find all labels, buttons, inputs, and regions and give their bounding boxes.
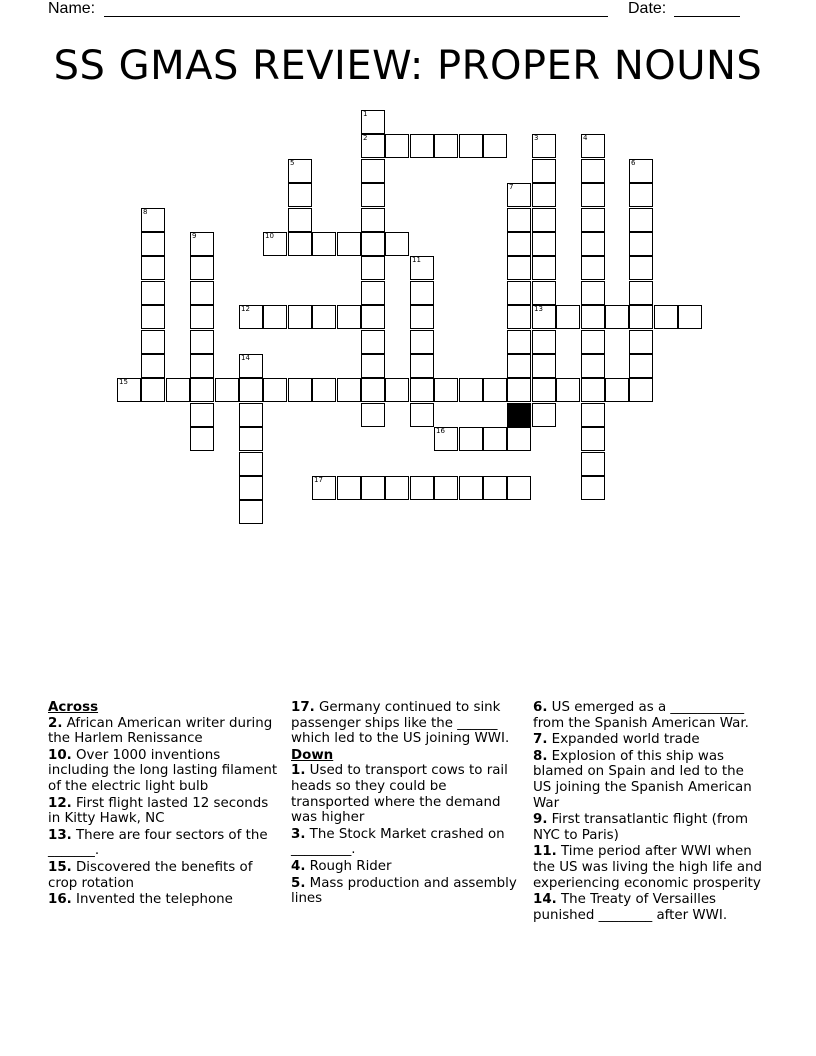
crossword-cell[interactable] <box>361 354 385 378</box>
crossword-cell[interactable] <box>581 476 605 500</box>
crossword-cell[interactable] <box>532 232 556 256</box>
crossword-cell[interactable] <box>678 305 702 329</box>
clue-down-7: 7. Expanded world trade <box>533 732 700 748</box>
crossword-cell[interactable] <box>532 134 556 158</box>
clues-column-1 <box>48 700 280 909</box>
crossword-cell[interactable] <box>459 476 483 500</box>
crossword-cell[interactable] <box>288 159 312 183</box>
crossword-cell[interactable] <box>532 256 556 280</box>
crossword-cell[interactable] <box>141 232 165 256</box>
across-heading: Across <box>48 700 99 715</box>
clue-across-10: 10. Over 1000 inventions including the long lasting filament of the electric light bulb <box>48 747 278 794</box>
crossword-cell[interactable] <box>361 378 385 402</box>
crossword-cell[interactable] <box>434 134 458 158</box>
clue-number: 2 <box>363 134 368 142</box>
crossword-cell[interactable] <box>239 476 263 500</box>
crossword-cell[interactable] <box>239 452 263 476</box>
crossword-cell[interactable] <box>190 281 214 305</box>
crossword-cell[interactable] <box>483 134 507 158</box>
crossword-cell[interactable] <box>239 500 263 524</box>
clue-number: 5 <box>290 159 295 167</box>
clue-across-2: 2. African American writer during the Harlem Renissance <box>48 715 273 747</box>
crossword-cell[interactable] <box>385 378 409 402</box>
crossword-cell[interactable] <box>385 476 409 500</box>
crossword-cell[interactable] <box>190 378 214 402</box>
crossword-cell[interactable] <box>532 159 556 183</box>
clue-down-4: 4. Rough Rider <box>291 858 392 874</box>
crossword-cell[interactable] <box>483 427 507 451</box>
crossword-cell[interactable] <box>581 281 605 305</box>
crossword-cell[interactable] <box>312 232 336 256</box>
crossword-cell[interactable] <box>239 403 263 427</box>
crossword-cell[interactable] <box>434 427 458 451</box>
crossword-cell[interactable] <box>507 476 531 500</box>
crossword-cell[interactable] <box>239 378 263 402</box>
crossword-cell[interactable] <box>215 378 239 402</box>
clue-down-1: 1. Used to transport cows to rail heads so they could be transported where the demand was higher <box>291 763 508 826</box>
crossword-cell[interactable] <box>532 281 556 305</box>
shaded-cell <box>507 403 531 427</box>
clue-number: 9 <box>192 232 197 240</box>
crossword-cell[interactable] <box>556 378 580 402</box>
crossword-cell[interactable] <box>410 281 434 305</box>
crossword-cell[interactable] <box>288 232 312 256</box>
crossword-cell[interactable] <box>532 208 556 232</box>
crossword-cell[interactable] <box>385 134 409 158</box>
crossword-cell[interactable] <box>141 354 165 378</box>
crossword-cell[interactable] <box>410 403 434 427</box>
crossword-cell[interactable] <box>288 305 312 329</box>
crossword-cell[interactable] <box>581 427 605 451</box>
crossword-cell[interactable] <box>629 378 653 402</box>
crossword-cell[interactable] <box>605 378 629 402</box>
crossword-cell[interactable] <box>239 354 263 378</box>
clue-across-13: 13. There are four sectors of the _______. <box>48 827 268 859</box>
crossword-cell[interactable] <box>581 403 605 427</box>
crossword-cell[interactable] <box>190 330 214 354</box>
crossword-cell[interactable] <box>507 232 531 256</box>
crossword-cell[interactable] <box>361 232 385 256</box>
crossword-cell[interactable] <box>459 427 483 451</box>
crossword-cell[interactable] <box>507 256 531 280</box>
crossword-cell[interactable] <box>459 378 483 402</box>
crossword-cell[interactable] <box>361 403 385 427</box>
crossword-cell[interactable] <box>361 183 385 207</box>
crossword-cell[interactable] <box>337 476 361 500</box>
crossword-cell[interactable] <box>507 427 531 451</box>
clue-across-16: 16. Invented the telephone <box>48 892 233 908</box>
clue-number: 10 <box>265 232 274 240</box>
crossword-cell[interactable] <box>288 183 312 207</box>
crossword-cell[interactable] <box>312 378 336 402</box>
crossword-cell[interactable] <box>507 183 531 207</box>
crossword-cell[interactable] <box>361 281 385 305</box>
clue-down-5: 5. Mass production and assembly lines <box>291 875 517 907</box>
crossword-cell[interactable] <box>141 330 165 354</box>
clue-number: 16 <box>436 427 445 435</box>
crossword-cell[interactable] <box>190 305 214 329</box>
crossword-cell[interactable] <box>507 330 531 354</box>
crossword-cell[interactable] <box>507 354 531 378</box>
crossword-cell[interactable] <box>581 256 605 280</box>
clue-across-15: 15. Discovered the benefits of crop rotation <box>48 859 253 891</box>
crossword-cell[interactable] <box>654 305 678 329</box>
crossword-cell[interactable] <box>434 378 458 402</box>
crossword-cell[interactable] <box>141 378 165 402</box>
crossword-cell[interactable] <box>581 134 605 158</box>
crossword-cell[interactable] <box>507 281 531 305</box>
crossword-cell[interactable] <box>629 305 653 329</box>
crossword-cell[interactable] <box>507 208 531 232</box>
crossword-cell[interactable] <box>581 183 605 207</box>
crossword-cell[interactable] <box>190 403 214 427</box>
crossword-cell[interactable] <box>312 476 336 500</box>
crossword-cell[interactable] <box>263 232 287 256</box>
crossword-cell[interactable] <box>288 208 312 232</box>
clue-down-3: 3. The Stock Market crashed on _________. <box>291 826 505 858</box>
crossword-cell[interactable] <box>141 281 165 305</box>
crossword-cell[interactable] <box>239 305 263 329</box>
crossword-cell[interactable] <box>263 378 287 402</box>
clue-across-12: 12. First flight lasted 12 seconds in Kitty Hawk, NC <box>48 795 269 827</box>
crossword-cell[interactable] <box>410 354 434 378</box>
crossword-cell[interactable] <box>239 427 263 451</box>
crossword-cell[interactable] <box>361 305 385 329</box>
crossword-cell[interactable] <box>190 354 214 378</box>
crossword-cell[interactable] <box>629 183 653 207</box>
crossword-cell[interactable] <box>532 403 556 427</box>
crossword-cell[interactable] <box>581 330 605 354</box>
crossword-cell[interactable] <box>581 232 605 256</box>
crossword-cell[interactable] <box>361 476 385 500</box>
crossword-cell[interactable] <box>190 232 214 256</box>
crossword-cell[interactable] <box>629 256 653 280</box>
crossword-cell[interactable] <box>629 354 653 378</box>
clue-number: 3 <box>534 134 539 142</box>
crossword-cell[interactable] <box>190 427 214 451</box>
crossword-cell[interactable] <box>581 159 605 183</box>
crossword-cell[interactable] <box>190 256 214 280</box>
crossword-cell[interactable] <box>337 378 361 402</box>
crossword-cell[interactable] <box>288 378 312 402</box>
crossword-cell[interactable] <box>483 476 507 500</box>
crossword-cell[interactable] <box>263 305 287 329</box>
crossword-cell[interactable] <box>117 378 141 402</box>
clue-number: 13 <box>534 305 543 313</box>
date-label: Date: <box>628 0 667 17</box>
crossword-cell[interactable] <box>629 208 653 232</box>
crossword-cell[interactable] <box>410 134 434 158</box>
clue-across-17: 17. Germany continued to sink passenger ships like the ______ which led to the US joining WWI. <box>291 700 510 747</box>
crossword-cell[interactable] <box>459 134 483 158</box>
crossword-cell[interactable] <box>141 256 165 280</box>
crossword-cell[interactable] <box>581 208 605 232</box>
crossword-cell[interactable] <box>410 256 434 280</box>
clue-number: 14 <box>241 354 250 362</box>
clue-number: 12 <box>241 305 250 313</box>
crossword-cell[interactable] <box>410 476 434 500</box>
clue-number: 11 <box>412 256 421 264</box>
crossword-cell[interactable] <box>507 305 531 329</box>
clue-number: 4 <box>583 134 588 142</box>
crossword-cell[interactable] <box>532 183 556 207</box>
crossword-cell[interactable] <box>141 305 165 329</box>
crossword-cell[interactable] <box>361 208 385 232</box>
clues-column-2 <box>291 700 523 908</box>
crossword-cell[interactable] <box>483 378 507 402</box>
down-heading: Down <box>291 747 334 763</box>
crossword-cell[interactable] <box>532 330 556 354</box>
crossword-cell[interactable] <box>629 330 653 354</box>
clue-number: 17 <box>314 476 323 484</box>
clue-number: 1 <box>363 110 368 118</box>
crossword-cell[interactable] <box>532 378 556 402</box>
clue-number: 7 <box>509 183 514 191</box>
crossword-cell[interactable] <box>361 134 385 158</box>
crossword-cell[interactable] <box>361 159 385 183</box>
crossword-cell[interactable] <box>410 378 434 402</box>
crossword-cell[interactable] <box>312 305 336 329</box>
page-title: SS GMAS REVIEW: PROPER NOUNS <box>53 43 763 89</box>
clue-number: 6 <box>631 159 636 167</box>
crossword-cell[interactable] <box>385 232 409 256</box>
crossword-cell[interactable] <box>581 452 605 476</box>
crossword-cell[interactable] <box>337 232 361 256</box>
crossword-cell[interactable] <box>629 281 653 305</box>
clues-column-3 <box>533 700 765 924</box>
crossword-cell[interactable] <box>556 305 580 329</box>
name-label: Name: <box>48 0 96 17</box>
crossword-cell[interactable] <box>581 378 605 402</box>
crossword-cell[interactable] <box>581 305 605 329</box>
crossword-cell[interactable] <box>532 354 556 378</box>
crossword-cell[interactable] <box>410 305 434 329</box>
crossword-cell[interactable] <box>629 232 653 256</box>
crossword-cell[interactable] <box>532 305 556 329</box>
clue-down-11: 11. Time period after WWI when the US was living the high life and experiencing economic prosperity <box>533 844 763 891</box>
crossword-cell[interactable] <box>507 378 531 402</box>
crossword-cell[interactable] <box>337 305 361 329</box>
clue-number: 15 <box>119 378 128 386</box>
crossword-cell[interactable] <box>141 208 165 232</box>
clue-down-6: 6. US emerged as a ___________ from the Spanish American War. <box>533 700 749 731</box>
crossword-cell[interactable] <box>361 110 385 134</box>
crossword-cell[interactable] <box>605 305 629 329</box>
clue-down-8: 8. Explosion of this ship was blamed on Spain and led to the US joining the Spanish American War <box>533 748 752 811</box>
clue-down-9: 9. First transatlantic flight (from NYC to Paris) <box>533 812 749 843</box>
crossword-cell[interactable] <box>581 354 605 378</box>
crossword-cell[interactable] <box>361 330 385 354</box>
crossword-cell[interactable] <box>434 476 458 500</box>
clue-number: 8 <box>143 208 148 216</box>
crossword-cell[interactable] <box>361 256 385 280</box>
crossword-cell[interactable] <box>166 378 190 402</box>
crossword-cell[interactable] <box>629 159 653 183</box>
clue-down-14: 14. The Treaty of Versailles punished ________ after WWI. <box>533 892 728 923</box>
crossword-cell[interactable] <box>410 330 434 354</box>
